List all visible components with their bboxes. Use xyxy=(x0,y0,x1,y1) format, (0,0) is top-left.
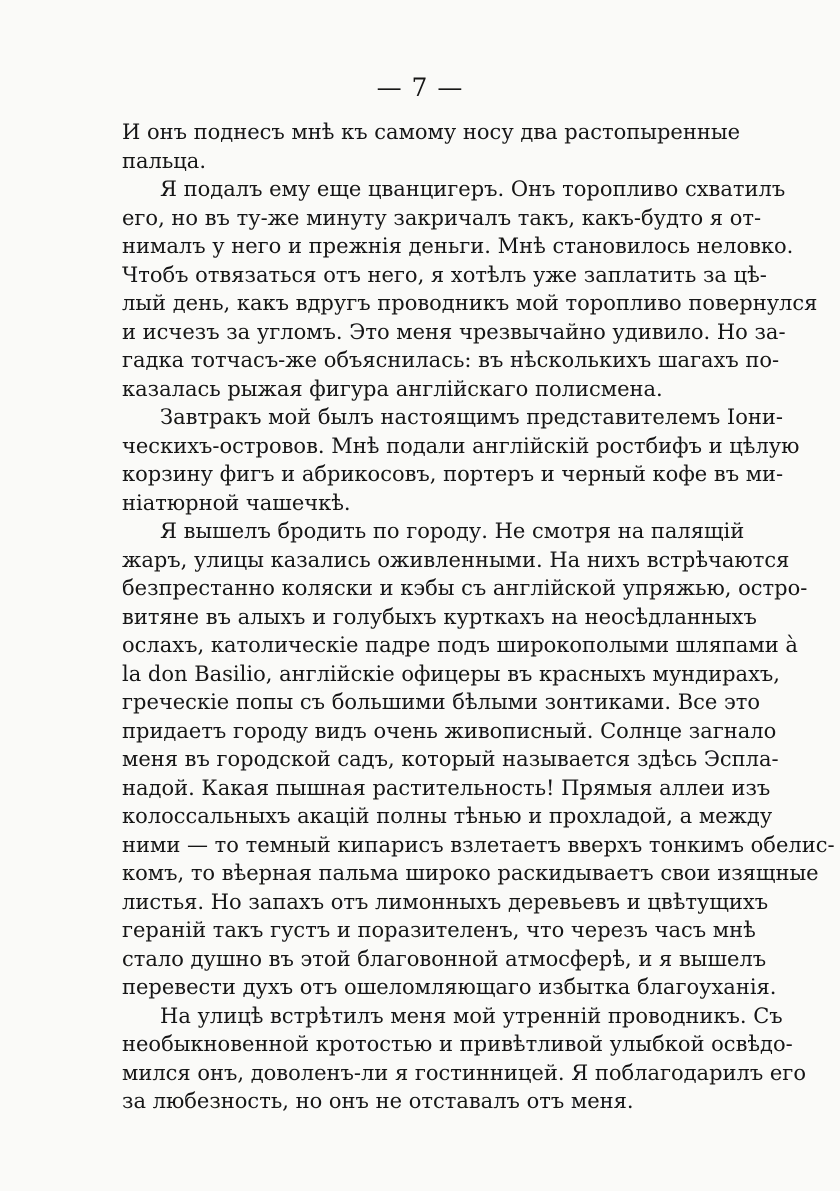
text-line: греческіе попы съ большими бѣлыми зонтиками. Все это xyxy=(122,690,761,714)
text-line: ческихъ-островов. Мнѣ подали англійскій ростбифъ и цѣлую xyxy=(122,433,800,458)
text-line: пальца. xyxy=(122,148,206,173)
text-line: мился онъ, доволенъ-ли я гостинницей. Я поблагодарилъ его xyxy=(122,1060,806,1085)
text-line: гераній такъ густъ и поразителенъ, что черезъ часъ мнѣ xyxy=(122,918,756,942)
text-line: колоссальныхъ акацій полны тѣнью и прохладой, а между xyxy=(122,804,773,828)
text-line: ніатюрной чашечкѣ. xyxy=(122,490,351,515)
text-line: и исчезъ за угломъ. Это меня чрезвычайно удивило. Но за- xyxy=(122,319,786,344)
text-line: нималъ у него и прежнія деньги. Мнѣ становилось неловко. xyxy=(122,234,794,258)
text-line: стало душно въ этой благовонной атмосферѣ, и я вышелъ xyxy=(122,946,767,971)
text-line: И онъ поднесъ мнѣ къ самому носу два растопыренные xyxy=(122,120,740,144)
text-line: витяне въ алыхъ и голубыхъ курткахъ на неосѣдланныхъ xyxy=(122,604,757,629)
text-line: Я вышелъ бродить по городу. Не смотря на палящій xyxy=(160,519,745,543)
text-line: ослахъ, католическіе падре подъ широкополыми шляпами à xyxy=(122,633,798,657)
text-line: надой. Какая пышная растительность! Прямыя аллеи изъ xyxy=(122,775,771,800)
text-line: необыкновенной кротостью и привѣтливой улыбкой освѣдо- xyxy=(122,1032,793,1056)
page-number: — 7 — xyxy=(376,73,464,102)
text-line: листья. Но запахъ отъ лимонныхъ деревьевъ и цвѣтущихъ xyxy=(122,889,769,914)
text-line: за любезность, но онъ не отставалъ отъ меня. xyxy=(122,1089,634,1113)
text-line: Завтракъ мой былъ настоящимъ представителемъ Іони- xyxy=(160,405,783,429)
text-line: меня въ городской садъ, который называется здѣсь Эспла- xyxy=(122,747,779,771)
text-line: комъ, то вѣерная пальма широко раскидываетъ свои изящные xyxy=(122,861,819,885)
text-line: перевести духъ отъ ошеломляющаго избытка благоуханія. xyxy=(122,975,777,999)
text-line: безпрестанно коляски и кэбы съ англійской упряжью, остро- xyxy=(122,576,808,600)
text-line: На улицѣ встрѣтилъ меня мой утренній проводникъ. Съ xyxy=(160,1003,783,1028)
text-line: гадка тотчасъ-же объяснилась: въ нѣсколькихъ шагахъ по- xyxy=(122,348,780,372)
text-line: лый день, какъ вдругъ проводникъ мой торопливо повернулся xyxy=(122,291,818,315)
text-line: его, но въ ту-же минуту закричалъ такъ, какъ-будто я от- xyxy=(122,205,762,230)
text-line: ними — то темный кипарисъ взлетаетъ вверхъ тонкимъ обелис- xyxy=(122,832,835,857)
text-line: придаетъ городу видъ очень живописный. Солнце загнало xyxy=(122,718,777,743)
text-line: Чтобъ отвязаться отъ него, я хотѣлъ уже заплатить за цѣ- xyxy=(122,262,767,287)
text-line: la don Basilio, англійскіе офицеры въ красныхъ мундирахъ, xyxy=(122,661,780,686)
text-line: казалась рыжая фигура англійскаго полисмена. xyxy=(122,376,663,401)
text-line: Я подалъ ему еще цванцигеръ. Онъ торопливо схватилъ xyxy=(160,177,786,201)
text-line: корзину фигъ и абрикосовъ, портеръ и черный кофе въ ми- xyxy=(122,462,784,486)
text-line: жаръ, улицы казались оживленными. На нихъ встрѣчаются xyxy=(122,547,790,572)
body-text xyxy=(122,118,835,1116)
